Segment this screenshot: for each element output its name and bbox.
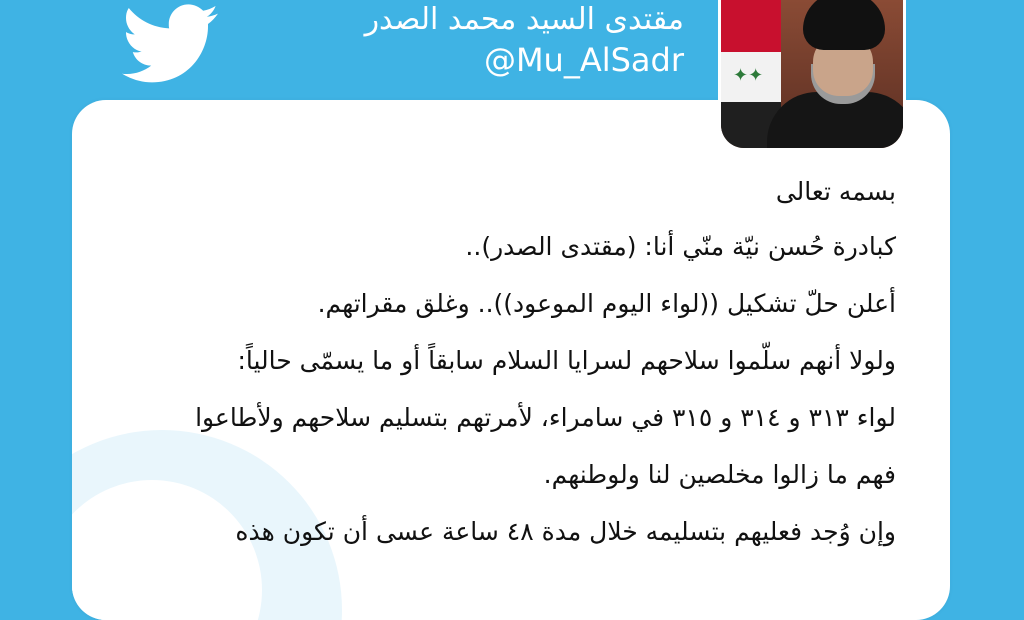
user-handle[interactable]: @Mu_AlSadr <box>483 41 684 79</box>
tweet-line: أعلن حلّ تشكيل ((لواء اليوم الموعود)).. وغلق مقراتهم. <box>317 289 896 318</box>
tweet-line: كبادرة حُسن نيّة منّي أنا: (مقتدى الصدر).. <box>465 232 896 261</box>
tweet-line: لواء ٣١٣ و ٣١٤ و ٣١٥ في سامراء، لأمرتهم بتسليم سلاحهم ولأطاعوا <box>195 403 896 432</box>
tweet-line: ولولا أنهم سلّموا سلاحهم لسرايا السلام سابقاً أو ما يسمّى حالياً: <box>237 346 896 375</box>
profile-header <box>365 2 684 82</box>
tweet-line: وإن وُجد فعليهم بتسليمه خلال مدة ٤٨ ساعة عسى أن تكون هذه <box>235 517 896 546</box>
display-name: مقتدى السيد محمد الصدر <box>364 2 684 37</box>
flag-stripe-red <box>721 0 781 52</box>
tweet-line: بسمه تعالى <box>775 177 896 206</box>
tweet-line: فهم ما زالوا مخلصين لنا ولوطنهم. <box>543 460 896 489</box>
avatar-turban <box>803 0 885 50</box>
avatar[interactable] <box>718 0 906 151</box>
tweet-body <box>56 170 896 560</box>
flag-emblem-icon: ✦✦ <box>733 65 764 86</box>
twitter-bird-icon <box>122 4 218 84</box>
